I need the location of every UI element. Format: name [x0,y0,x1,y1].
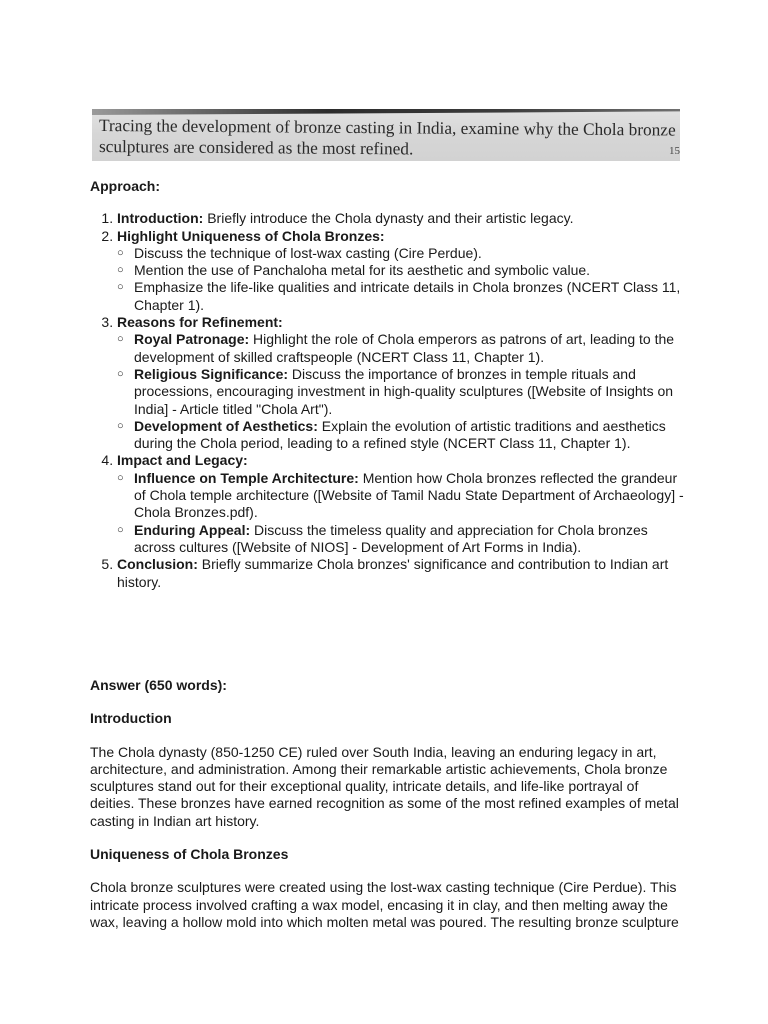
sub-item [117,279,690,314]
approach-steps-list [90,210,690,591]
sub-item-text: Mention how Chola bronzes reflected the grandeur of Chola temple architecture ([Website of Tamil Nadu State Department of Archaeology] - Chola Bronzes.pdf). [134,469,684,521]
sub-item [117,244,690,262]
step-text: Briefly introduce the Chola dynasty and their artistic legacy. [203,210,574,227]
approach-step [117,314,690,452]
step-title: Highlight Uniqueness of Chola Bronzes: [117,227,385,244]
uniqueness-paragraph: Chola bronze sculptures were created using the lost-wax casting technique (Cire Perdue). This intricate process involved crafting a wax model, encasing it in clay, and then melting away the wax, leaving a hollow mold into which molten metal was poured. The resulting bronze sculpture [90,879,679,930]
sub-item [117,521,690,557]
step-title: Reasons for Refinement: [117,314,283,331]
sub-item-text: Emphasize the life-like qualities and intricate details in Chola bronzes (NCERT Class 11, Chapter 1). [134,279,681,313]
circle-bullet-icon: ○ [117,367,124,380]
sub-item-text: Highlight the role of Chola emperors as patrons of art, leading to the development of skilled craftspeople (NCERT Class 11, Chapter 1). [134,331,675,365]
question-line-1: Tracing the development of bronze casting in India, examine why the Chola bronze [98,116,676,140]
sub-item [117,365,690,418]
step-title: Conclusion: [117,556,198,573]
step-sublist [117,470,690,556]
sub-item-text: Discuss the importance of bronzes in temple rituals and processions, encouraging investment in high-quality sculptures ([Website of Insights on India] - Article titled "Chola Art"). [134,365,674,417]
sub-item-text: Discuss the timeless quality and appreciation for Chola bronzes across cultures ([Website of NIOS] - Development of Art Forms in India). [134,521,648,555]
sub-item [117,469,690,522]
sub-item-title: Religious Significance: [134,365,289,382]
circle-bullet-icon: ○ [117,333,124,346]
circle-bullet-icon: ○ [117,419,124,432]
step-sublist [117,331,690,452]
circle-bullet-icon: ○ [117,246,124,259]
sub-item-text: Discuss the technique of lost-wax casting (Cire Perdue). [134,244,482,261]
sub-item-title: Royal Patronage: [134,331,250,348]
introduction-heading: Introduction [90,710,172,727]
approach-section [90,178,690,591]
sub-item-text: Mention the use of Panchaloha metal for its aesthetic and symbolic value. [134,262,591,279]
question-scan-image [92,109,680,161]
question-line-2: sculptures are considered as the most refined. [98,137,414,159]
step-sublist [117,245,690,314]
circle-bullet-icon: ○ [117,471,124,484]
uniqueness-heading: Uniqueness of Chola Bronzes [90,846,289,863]
approach-step [117,210,690,227]
approach-step [117,228,690,314]
introduction-paragraph: The Chola dynasty (850-1250 CE) ruled over South India, leaving an enduring legacy in art, architecture, and administration. Among their remarkable artistic achievements, Chola bronze sculptures stand out for their exceptional quality, intricate details, and life-like portrayal of deities. These bronzes have earned recognition as some of the most refined examples of metal casting in Indian art history. [90,743,679,829]
approach-step [117,452,690,556]
circle-bullet-icon: ○ [117,523,124,536]
sub-item-text: Explain the evolution of artistic traditions and aesthetics during the Chola period, leading to a refined style (NCERT Class 11, Chapter 1). [134,417,666,452]
answer-section [90,677,680,931]
answer-heading: Answer (650 words): [90,677,227,693]
question-text [99,115,680,157]
step-text: Briefly summarize Chola bronzes' significance and contribution to Indian art history. [117,556,669,590]
sub-item-title: Development of Aesthetics: [134,417,318,434]
sub-item-title: Influence on Temple Architecture: [134,469,359,486]
sub-item [117,331,690,366]
sub-item [117,262,690,279]
sub-item-title: Enduring Appeal: [134,521,251,538]
step-title: Impact and Legacy: [117,452,248,469]
approach-heading: Approach: [90,178,160,194]
scan-page-number: 15 [669,144,680,157]
circle-bullet-icon: ○ [117,264,124,277]
circle-bullet-icon: ○ [117,281,124,294]
approach-step [117,556,690,591]
step-title: Introduction: [117,210,204,227]
sub-item [117,417,690,453]
